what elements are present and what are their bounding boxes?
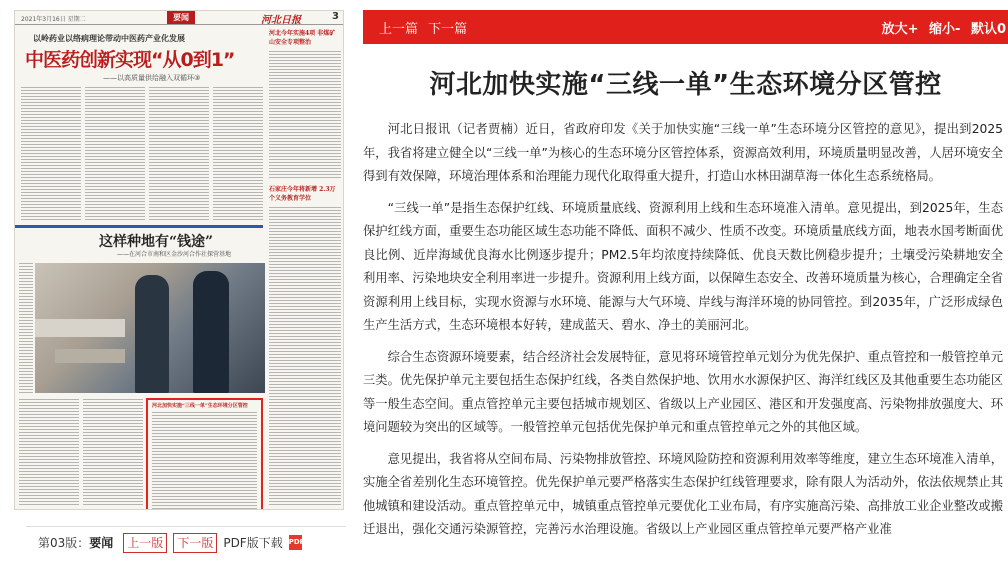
- article-paragraph: 河北日报讯（记者贾楠）近日，省政府印发《关于加快实施“三线一单”生态环境分区管控的意见》，提出到2025年，我省将建立健全以“三线一单”为核心的生态环境分区管控体系，资源高效利用，环境质量明显改善，人居环境安全得到有效保障，环境治理体系和治理能力现代化取得重大提升，打造山水林田湖草海一体化生态系统格局。: [363, 122, 1003, 183]
- page-label: 第03版：要闻: [38, 536, 114, 550]
- paper-feature-title[interactable]: 这样种地有“钱途”: [99, 234, 214, 250]
- article-panel: [363, 0, 1008, 577]
- text-column: [152, 412, 257, 510]
- paper-section-label: 要闻: [167, 11, 195, 24]
- feature-divider: [15, 225, 263, 228]
- page-pager: [26, 526, 346, 552]
- pdf-icon[interactable]: PDF: [289, 535, 302, 550]
- paper-feature-subtitle: ——在河合市南和区金沙河合作社探营基地: [117, 251, 232, 258]
- article-paragraph: 意见提出，我省将从空间布局、污染物排放管控、环境风险防控和资源利用效率等维度，建立生态环境准入清单，实施全省差别化生态环境管控。优先保护单元要严格落实生态保护红线管理要求，除有限人为活动外，依法依规禁止其他城镇和建设活动。重点管控单元中，城镇重点管控单元要优化工业布局，有序实施高污染、高排放工业企业整改或搬迁退出，强化交通污染源管控，完善污水治理设施。省级以上产业园区重点管控单元要严格产业准: [363, 451, 1003, 536]
- zoom-out-button[interactable]: 缩小-: [929, 22, 961, 37]
- paper-subhead: ——以高质量供给融入双循环③: [103, 74, 201, 82]
- newspaper-panel: [0, 0, 352, 577]
- text-column: [149, 87, 209, 221]
- text-column: [83, 399, 143, 507]
- photo-person: [135, 275, 169, 393]
- selected-article-highlight[interactable]: [146, 398, 263, 510]
- paper-side-headline[interactable]: 石家庄今年将新增 2.3万个义务教育学位: [269, 186, 336, 202]
- article-body: [363, 118, 1003, 550]
- paper-brand-logo: 河北日报: [261, 15, 301, 26]
- article-title: 河北加快实施“三线一单”生态环境分区管控: [429, 70, 942, 100]
- text-column: [19, 263, 33, 393]
- next-article-link[interactable]: 下一篇: [428, 22, 468, 37]
- next-page-button[interactable]: 下一版: [173, 533, 217, 553]
- text-column: [269, 51, 341, 179]
- photo-detail: [55, 349, 125, 363]
- prev-page-button[interactable]: 上一版: [123, 533, 167, 553]
- photo-detail: [35, 319, 125, 337]
- paper-page-number: 3: [332, 11, 339, 22]
- pdf-download-link[interactable]: PDF版下载: [223, 536, 283, 550]
- zoom-reset-button[interactable]: 默认0: [970, 22, 1006, 37]
- prev-article-link[interactable]: 上一篇: [379, 22, 419, 37]
- paper-kicker[interactable]: 以岭药业以络病理论带动中医药产业化发展: [33, 33, 185, 43]
- photo-person: [193, 271, 229, 393]
- font-zoom-controls: [876, 18, 1006, 37]
- zoom-in-button[interactable]: 放大+: [881, 22, 919, 37]
- paper-header: [15, 11, 344, 25]
- article-nav: [379, 18, 473, 37]
- article-paragraph: 综合生态资源环境要素，结合经济社会发展特征，意见将环境管控单元划分为优先保护、重点管控和一般管控单元三类。优先保护单元主要包括生态保护红线，各类自然保护地、饮用水水源保护区、海洋红线区及其他重要生态功能区等一般生态空间。重点管控单元主要包括城市规划区、省级以上产业园区、港区和开发强度高、污染物排放强度大、环境问题较为突出的区域等。一般管控单元包括优先保护单元和重点管控单元之外的其他区域。: [363, 349, 1003, 434]
- paper-date: 2021年3月16日 星期二: [21, 16, 86, 23]
- newspaper-page-thumbnail[interactable]: [14, 10, 344, 510]
- highlight-article-title: 河北加快实施“三线一单”生态环境分区管控: [152, 403, 248, 409]
- news-photo: [35, 263, 265, 393]
- text-column: [269, 207, 341, 507]
- article-toolbar: [363, 10, 1008, 44]
- text-column: [213, 87, 263, 221]
- text-column: [19, 399, 79, 507]
- text-column: [21, 87, 81, 221]
- paper-headline[interactable]: 中医药创新实现“从0到1”: [25, 49, 235, 71]
- article-paragraph: “三线一单”是指生态保护红线、环境质量底线、资源利用上线和生态环境准入清单。意见提出，到2025年，生态保护红线方面，重要生态功能区域生态功能不降低、面积不减少、性质不改变。环境质量底线方面，地表水国考断面优良比例、近岸海域优良海水比例逐步提升；PM2.5年均浓度持续降低、优良天数比例稳步提升；土壤受污染耕地安全利用率、污染地块安全利用率进一步提升。资源利用上线方面，以保障生态安全、改善环境质量为核心，合理确定全省资源利用上线目标，实现水资源与水环境、能源与大气环境、岸线与海洋环境的协同管控。到2035年，广泛形成绿色生产生活方式，生态环境根本好转，建成蓝天、碧水、净土的美丽河北。: [363, 200, 1003, 332]
- text-column: [85, 87, 145, 221]
- paper-side-headline[interactable]: 河北今年实施4项 非煤矿山安全专项整治: [269, 30, 336, 46]
